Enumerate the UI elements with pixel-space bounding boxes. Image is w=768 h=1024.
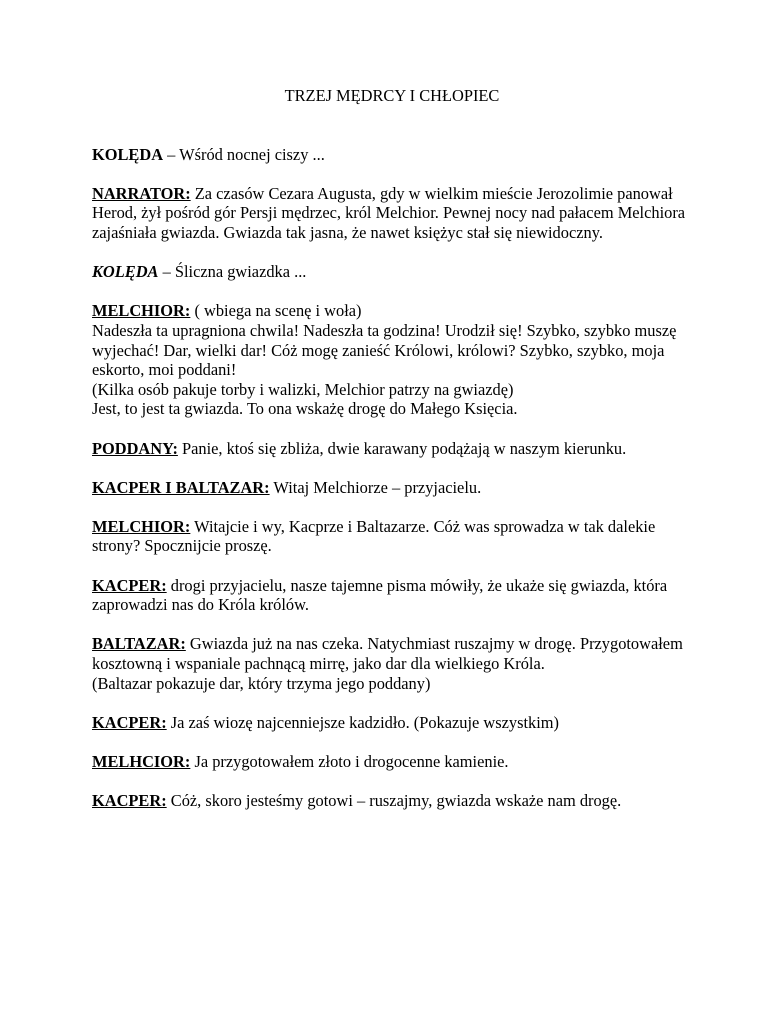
stage-block-kolenda-1 [92,145,692,165]
paragraph-text: Panie, ktoś się zbliża, dwie karawany podążają w naszym kierunku. [177,438,627,458]
speaker-label: KOLĘDA [92,262,159,282]
stage-block-melhcior [92,752,692,772]
stage-block-narrator [92,184,692,243]
paragraph [92,791,692,811]
paragraph-text: Cóż, skoro jesteśmy gotowi – ruszajmy, gwiazda wskaże nam drogę. [166,791,622,811]
stage-block-melchior-1 [92,301,692,419]
speaker-label: PODDANY: [92,438,178,458]
paragraph-text: drogi przyjacielu, nasze tajemne pisma mówiły, że ukaże się gwiazda, która zaprowadzi nas do Króla królów. [92,575,668,615]
speaker-label: NARRATOR: [92,183,191,203]
stage-block-kacper-baltazar [92,478,692,498]
paragraph-line: (Kilka osób pakuje torby i walizki, Melchior patrzy na gwiazdę) [92,379,514,399]
paragraph [92,439,692,459]
paragraph [92,752,692,772]
stage-block-kacper-1 [92,576,692,615]
speaker-label: KOLĘDA [92,144,164,164]
stage-block-melchior-2 [92,517,692,556]
paragraph-line: (Baltazar pokazuje dar, który trzyma jego poddany) [92,673,431,693]
paragraph [92,301,692,321]
paragraph [92,184,692,243]
paragraph-text: ( wbiega na scenę i woła) [190,301,362,321]
paragraph [92,517,692,556]
paragraph [92,634,692,673]
speaker-label: KACPER: [92,575,167,595]
stage-block-poddany [92,439,692,459]
document-page [92,86,692,830]
paragraph-text: Witaj Melchiorze – przyjacielu. [269,477,482,497]
paragraph [92,576,692,615]
speaker-label: KACPER: [92,712,167,732]
paragraph-text: Za czasów Cezara Augusta, gdy w wielkim mieście Jerozolimie panował Herod, żył pośród gór Persji mędrzec, król Melchior. Pewnej nocy nad pałacem Melchiora zajaśniała gwiazda. Gwiazda tak jasna, że nawet księżyc stał się niewidoczny. [92,183,686,242]
paragraph [92,713,692,733]
speaker-label: KACPER I BALTAZAR: [92,477,270,497]
stage-block-kacper-3 [92,791,692,811]
speaker-label: MELHCIOR: [92,752,191,771]
paragraph [92,478,692,498]
document-title: TRZEJ MĘDRCY I CHŁOPIEC [284,86,500,105]
paragraph [92,262,692,282]
paragraph-text: Witajcie i wy, Kacprze i Baltazarze. Cóż was sprowadza w tak dalekie strony? Spocznijcie proszę. [92,516,656,556]
speaker-label: BALTAZAR: [92,634,186,654]
stage-block-baltazar [92,634,692,693]
paragraph-line: Nadeszła ta upragniona chwila! Nadeszła ta godzina! Urodził się! Szybko, szybko muszę wyjechać! Dar, wielki dar! Cóż mogę zanieść Królowi, królowi? Szybko, szybko, moja eskorto, moi poddani! [92,320,677,380]
speaker-label: MELCHIOR: [92,301,191,321]
stage-block-kacper-2 [92,713,692,733]
paragraph-text: – Wśród nocnej ciszy ... [163,144,325,164]
paragraph [92,145,692,165]
stage-block-kolenda-2 [92,262,692,282]
speaker-label: KACPER: [92,791,167,811]
paragraph-text: Gwiazda już na nas czeka. Natychmiast ruszajmy w drogę. Przygotowałem kosztowną i wspaniale pachnącą mirrę, jako dar dla wielkiego Króla. [92,634,683,674]
paragraph-text: Ja przygotowałem złoto i drogocenne kamienie. [190,752,509,771]
paragraph-text: – Śliczna gwiazdka ... [158,262,307,282]
paragraph-text: Ja zaś wiozę najcenniejsze kadzidło. (Pokazuje wszystkim) [166,712,559,732]
paragraph-line: Jest, to jest ta gwiazda. To ona wskażę drogę do Małego Księcia. [92,399,518,419]
speaker-label: MELCHIOR: [92,516,191,536]
